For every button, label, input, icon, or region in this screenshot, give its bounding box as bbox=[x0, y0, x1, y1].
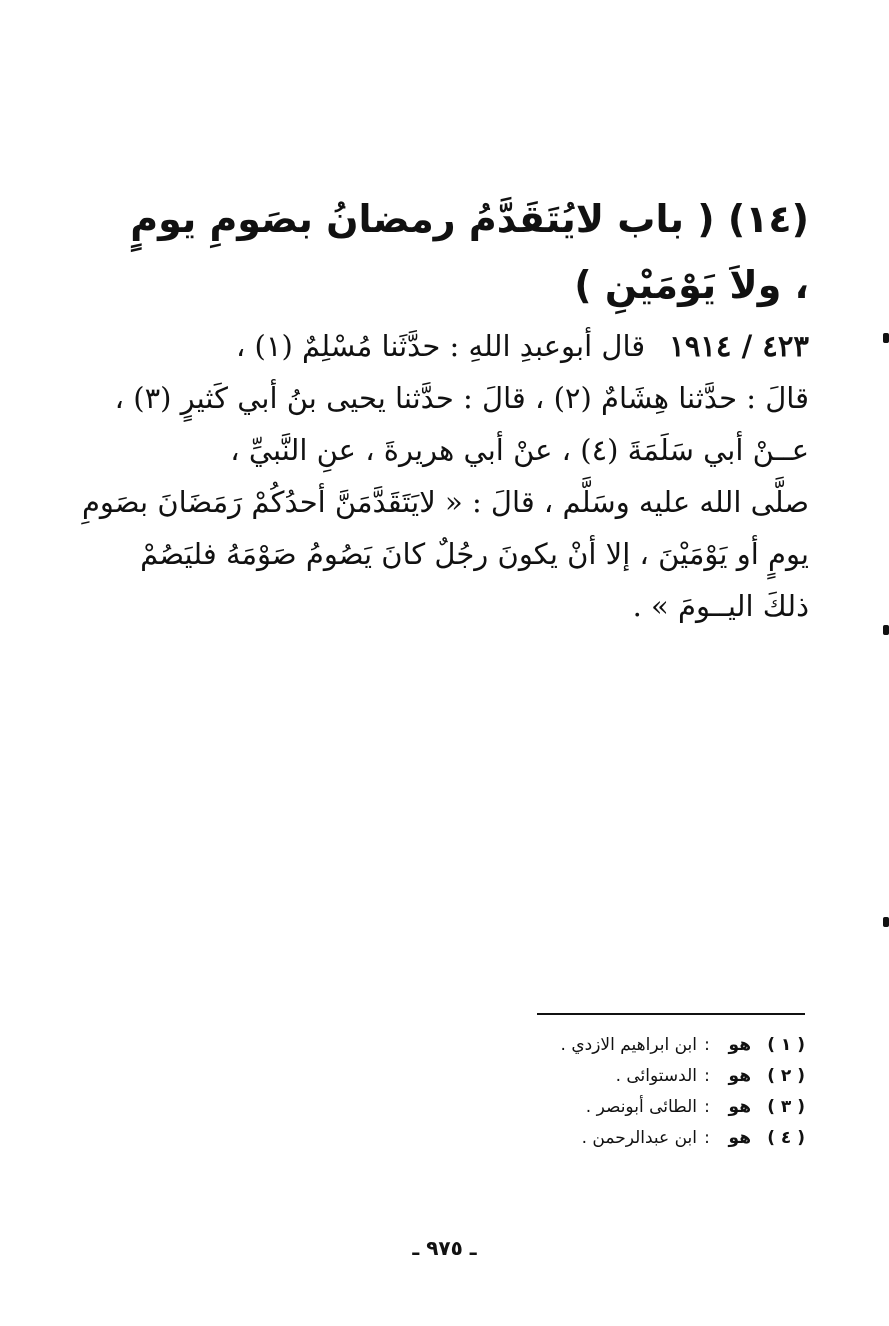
hadith-text bbox=[81, 320, 809, 632]
footnote-colon: : bbox=[704, 1035, 710, 1055]
footnote-item bbox=[405, 1123, 805, 1154]
margin-mark bbox=[883, 625, 889, 635]
footnote-colon: : bbox=[704, 1097, 710, 1117]
footnote-label: هو bbox=[728, 1128, 751, 1148]
hadith-number: ٤٢٣ / ١٩١٤ bbox=[669, 329, 809, 363]
margin-mark bbox=[883, 917, 889, 927]
hadith-line-5: يومٍ أو يَوْمَيْنَ ، إلا أنْ يكونَ رجُلٌ كانَ يَصُومُ صَوْمَهُ فليَصُمْ bbox=[140, 537, 809, 571]
hadith-line-4: صلَّى الله عليه وسَلَّم ، قالَ : « لايَتَقَدَّمَنَّ أحدُكُمْ رَمَضَانَ بصَومِ bbox=[81, 485, 809, 519]
footnote-item bbox=[405, 1092, 805, 1123]
margin-mark bbox=[883, 333, 889, 343]
footnote-text: ابن ابراهيم الازدي . bbox=[560, 1035, 697, 1055]
footnote-item bbox=[405, 1030, 805, 1061]
footnote-number: ( ٤ ) bbox=[767, 1128, 805, 1148]
footnote-number: ( ٢ ) bbox=[767, 1066, 805, 1086]
footnote-text: الطائى أبونصر . bbox=[585, 1097, 697, 1117]
page-number: ـ ٩٧٥ ـ bbox=[412, 1236, 477, 1260]
hadith-line-6: ذلكَ اليــومَ » . bbox=[632, 589, 809, 623]
chapter-title: (١٤) ( باب لايُتَقَدَّمُ رمضانُ بصَومِ يومٍ ، ولاَ يَوْمَيْنِ ) bbox=[130, 197, 809, 307]
footnote-divider bbox=[537, 1013, 805, 1015]
hadith-line-3: عــنْ أبي سَلَمَةَ (٤) ، عنْ أبي هريرةَ ، عنِ النَّبيِّ ، bbox=[230, 433, 809, 467]
hadith-line-1 bbox=[129, 320, 809, 372]
footnote-label: هو bbox=[728, 1035, 751, 1055]
footnote-text: الدستوائى . bbox=[615, 1066, 697, 1086]
footnote-label: هو bbox=[728, 1097, 751, 1117]
hadith-line-2: قالَ : حدَّثنا هِشَامٌ (٢) ، قالَ : حدَّثنا يحيى بنُ أبي كَثيرٍ (٣) ، bbox=[114, 381, 809, 415]
hadith-line-text: قال أبوعبدِ اللهِ : حدَّثَنا مُسْلِمٌ (١) ، bbox=[235, 329, 646, 363]
footnote-text: ابن عبدالرحمن . bbox=[581, 1128, 697, 1148]
footnote-label: هو bbox=[728, 1066, 751, 1086]
footnote-colon: : bbox=[704, 1066, 710, 1086]
footnote-number: ( ١ ) bbox=[767, 1035, 805, 1055]
footnotes-list bbox=[405, 1030, 805, 1154]
footnote-item bbox=[405, 1061, 805, 1092]
footnote-colon: : bbox=[704, 1128, 710, 1148]
footnote-number: ( ٣ ) bbox=[767, 1097, 805, 1117]
